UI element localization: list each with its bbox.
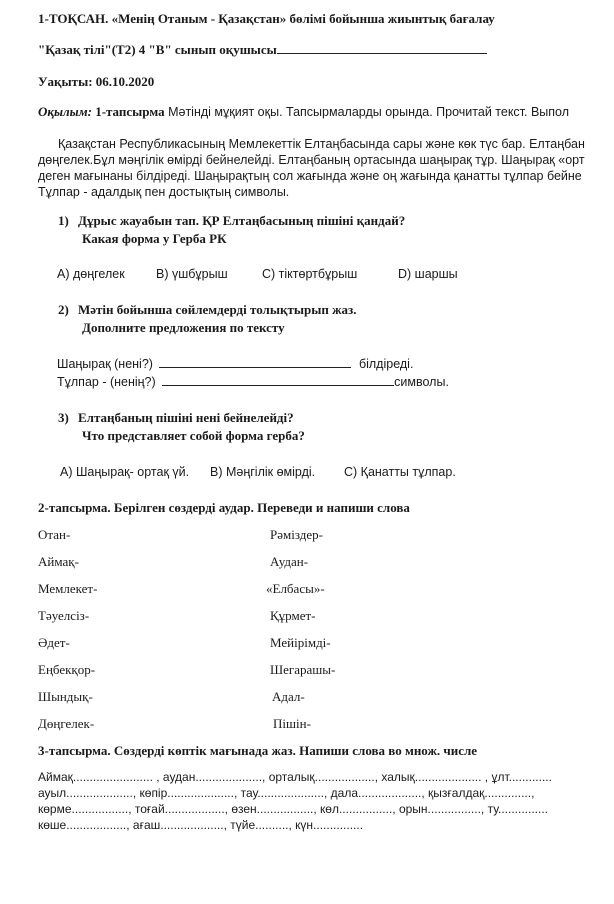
q2-line-1 — [57, 356, 413, 372]
task2-word-left: Әдет- — [38, 635, 70, 650]
reading-text-line-3: деген мағынаны білдіреді. Шаңырақтың сол жағында және оң жағында қанатты тұлпар бейне — [38, 169, 582, 183]
student-name-blank — [277, 42, 487, 54]
q1-kz — [58, 213, 405, 229]
task2-word-right: Шегарашы- — [270, 662, 336, 677]
q2-kz — [58, 302, 357, 318]
reading-task-number: 1-тапсырма — [91, 104, 165, 119]
task2-word-right: «Елбасы»- — [266, 581, 325, 596]
q2-line-1-prefix: Шаңырақ (нені?) — [57, 357, 153, 371]
q1-number: 1) — [58, 213, 69, 228]
q3-kz-text: Елтаңбаның пішіні нені бейнелейді? — [78, 410, 294, 425]
q2-ru: Дополните предложения по тексту — [82, 320, 285, 335]
q1-kz-text: Дұрыс жауабын тап. ҚР Елтаңбасының пішіні қандай? — [78, 213, 406, 228]
q1-option-a[interactable]: A) дөңгелек — [57, 267, 125, 281]
task3-line: Аймақ........................ , аудан...................., орталық.................., халық.................... , ұлт............. — [38, 770, 552, 784]
q3-option-b[interactable]: B) Мәңгілік өмірді. — [210, 465, 316, 479]
task2-word-left: Мемлекет- — [38, 581, 98, 596]
q2-line-2 — [57, 374, 449, 390]
task2-title: 2-тапсырма. Берілген сөздерді аудар. Переведи и напиши слова — [38, 500, 410, 515]
task2-word-left: Отан- — [38, 527, 71, 542]
q2-number: 2) — [58, 302, 69, 317]
task2-word-right: Мейірімді- — [270, 635, 331, 650]
task2-word-left: Аймақ- — [38, 554, 79, 569]
task2-word-left: Дөңгелек- — [38, 716, 95, 731]
header-class-text: "Қазақ тілі"(Т2) 4 "В" сынып оқушысы — [38, 42, 277, 57]
reading-task-line — [38, 104, 569, 120]
reading-text-line-4: Тұлпар - адалдық пен достықтың символы. — [38, 185, 290, 199]
header-class-line — [38, 42, 487, 58]
reading-text-line-1: Қазақстан Республикасының Мемлекеттік Елтаңбасында сары және көк түс бар. Елтаңбан — [58, 137, 585, 151]
task3-line: ауыл...................., көпір...................., тау...................., дала..................., қызғалдақ.............., — [38, 786, 535, 800]
task3-line: көше.................., ағаш..................., түйе.........., күн............... — [38, 818, 364, 832]
task2-word-left: Тәуелсіз- — [38, 608, 90, 623]
header-title: 1-ТОҚСАН. «Менің Отаным - Қазақстан» бөлімі бойынша жиынтық бағалау — [38, 11, 495, 26]
task3-line: көрме................., тоғай.................., өзен................., көл................, орын................, ту............... — [38, 802, 549, 816]
q1-option-d[interactable]: D) шаршы — [398, 267, 458, 281]
q2-line-2-suffix: символы. — [394, 375, 449, 389]
header-date: Уақыты: 06.10.2020 — [38, 74, 155, 89]
q1-option-c[interactable]: C) тіктөртбұрыш — [262, 267, 358, 281]
task2-word-right: Адал- — [272, 689, 305, 704]
task2-word-right: Құрмет- — [270, 608, 316, 623]
q2-kz-text: Мәтін бойынша сөйлемдерді толықтырып жаз. — [78, 302, 357, 317]
task2-word-left: Шындық- — [38, 689, 93, 704]
q2-line-1-suffix: білдіреді. — [358, 357, 414, 371]
q3-option-a[interactable]: A) Шаңырақ- ортақ үй. — [60, 465, 190, 479]
task2-word-right: Рәміздер- — [270, 527, 323, 542]
reading-text-line-2: дөңгелек.Бұл мәңгілік өмірді бейнелейді. Елтаңбаның ортасында шаңырақ тұр. Шаңырақ «орт — [38, 153, 585, 167]
q1-option-b[interactable]: B) үшбұрыш — [156, 267, 228, 281]
q2-line-2-prefix: Тұлпар - (ненің?) — [57, 375, 156, 389]
task2-word-left: Еңбекқор- — [38, 662, 96, 677]
task3-title: 3-тапсырма. Сөздерді көптік мағынада жаз. Напиши слова во множ. числе — [38, 743, 478, 758]
q3-ru: Что представляет собой форма герба? — [82, 428, 305, 443]
task2-word-right: Пішін- — [273, 716, 311, 731]
reading-label: Оқылым: — [38, 104, 92, 119]
q2-blank-1[interactable] — [159, 356, 351, 368]
q3-number: 3) — [58, 410, 69, 425]
q3-kz — [58, 410, 294, 426]
task2-word-right: Аудан- — [270, 554, 309, 569]
q2-blank-2[interactable] — [162, 374, 394, 386]
q3-option-c[interactable]: C) Қанатты тұлпар. — [344, 465, 456, 479]
reading-instruction: Мәтінді мұқият оқы. Тапсырмаларды орында. Прочитай текст. Выпол — [164, 105, 570, 119]
q1-ru: Какая форма у Герба РК — [82, 231, 227, 246]
